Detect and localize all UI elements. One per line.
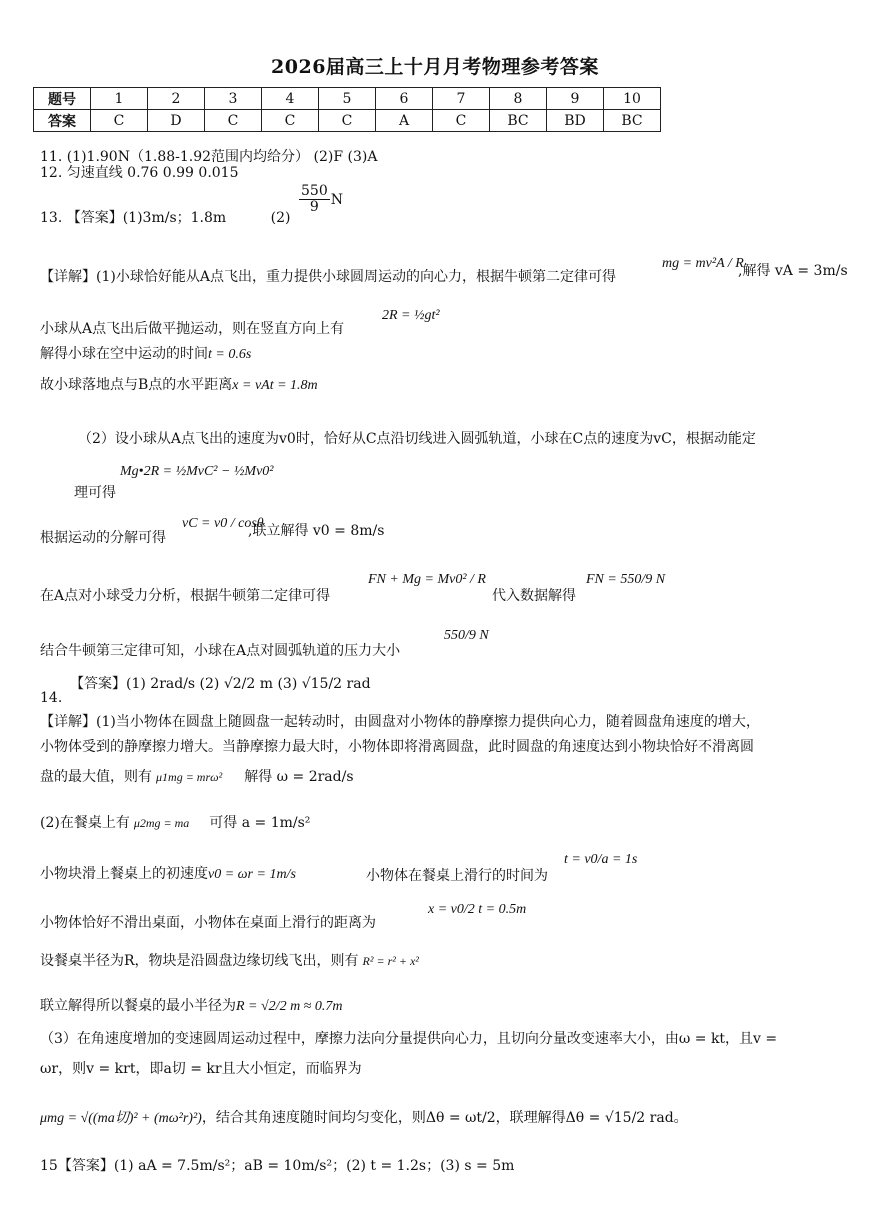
table-cell: C [205,110,262,132]
equation: FN = 550/9 N [586,572,666,587]
detail-line: 结合牛顿第三定律可知，小球在A点对圆弧轨道的压力大小 [40,643,401,659]
table-cell: 6 [376,88,433,110]
page-title: 2026届高三上十月月考物理参考答案 [271,56,599,78]
answer-q15: 15【答案】(1) aA = 7.5m/s²；aB = 10m/s²；(2) t = 1.2s；(3) s = 5m [40,1158,515,1174]
q13-answer-2-value [298,184,343,216]
table-cell: 2 [148,88,205,110]
table-cell: 7 [433,88,490,110]
equation: mg = mv²A / R [662,256,744,271]
detail-line [40,374,318,394]
equation-tail: 可得 a = 1m/s² [209,815,311,831]
answer-q11: 11. (1)1.90N（1.88-1.92范围内均给分） (2)F (3)A [40,149,378,165]
detail-text: 盘的最大值，则有 [40,769,152,785]
equation: μ1mg = mrω² [156,770,223,784]
detail-line: 根据运动的分解可得 [40,530,166,546]
detail-line [40,343,251,363]
equation: μ2mg = ma [133,816,190,830]
detail-line: （3）在角速度增加的变速圆周运动过程中，摩擦力法向分量提供向心力，且切向分量改变速率大小，由ω = kt，且v = [40,1031,778,1047]
detail-text: 小物体在餐桌上滑行的时间为 [366,868,548,884]
detail-text: 设餐桌半径为R，物块是沿圆盘边缘切线飞出，则有 [40,953,359,969]
table-cell: 8 [490,88,547,110]
equation-tail: ，结合其角速度随时间均匀变化，则Δθ = ωt/2，联理解得Δθ = √15/2 rad。 [201,1110,688,1126]
equation: t = 0.6s [208,347,252,362]
equation: 2R = ½gt² [382,308,440,323]
answer-q14: 【答案】(1) 2rad/s (2) √2/2 m (3) √15/2 rad [70,676,371,692]
answer-q12: 12. 匀速直线 0.76 0.99 0.015 [40,165,239,181]
table-cell: BC [490,110,547,132]
equation: Mg•2R = ½MvC² − ½Mv0² [120,464,274,479]
table-cell: 9 [547,88,604,110]
detail-text: (2)在餐桌上有 [40,815,130,831]
table-cell: C [91,110,148,132]
equation: x = vAt = 1.8m [232,378,318,393]
table-cell: C [319,110,376,132]
equation: R² = r² + x² [362,954,419,968]
table-cell: 1 [91,88,148,110]
detail-line: （2）设小球从A点飞出的速度为v0时，恰好从C点沿切线进入圆弧轨道，小球在C点的速度为vC，根据动能定 [78,431,756,447]
equation-tail: ,解得 vA = 3m/s [738,263,848,279]
detail-text: 故小球落地点与B点的水平距离 [40,377,233,393]
table-cell: 5 [319,88,376,110]
answer-q13 [40,207,290,227]
equation-tail: ,联立解得 v0 = 8m/s [248,523,385,539]
detail-line: ωr，则v = krt，即a切 = kr且大小恒定，而临界为 [40,1061,362,1077]
q13-answer-2-label: (2) [270,210,291,226]
detail-line: 小物体恰好不滑出桌面，小物体在桌面上滑行的距离为 [40,915,376,931]
table-cell: 3 [205,88,262,110]
equation-tail: 解得 ω = 2rad/s [244,769,354,785]
detail-line: 理可得 [74,485,116,501]
detail-line: 【详解】(1)小球恰好能从A点飞出，重力提供小球圆周运动的向心力，根据牛顿第二定律可得 [40,269,616,285]
detail-line: 小物体受到的静摩擦力增大。当静摩擦力最大时，小物体即将滑离圆盘，此时圆盘的角速度达到小物块恰好不滑离圆 [40,739,754,755]
table-cell: D [148,110,205,132]
table-cell: C [433,110,490,132]
detail-line [40,863,296,883]
answer-table [33,87,661,132]
detail-text: 代入数据解得 [492,588,576,604]
q13-answer-text: 13. 【答案】(1)3m/s；1.8m [40,210,227,226]
equation: v0 = ωr = 1m/s [208,867,296,882]
detail-line: 小球从A点飞出后做平抛运动，则在竖直方向上有 [40,321,345,337]
detail-text: 解得小球在空中运动的时间 [40,346,208,362]
unit: N [330,191,343,208]
equation: 550/9 N [444,628,489,643]
equation: t = v0/a = 1s [564,852,638,867]
detail-line [40,995,342,1015]
row-label-number: 题号 [34,88,91,110]
equation: vC = v0 / cosθ [182,516,264,531]
table-row-answers [34,110,661,132]
table-cell: BC [604,110,661,132]
row-label-answer: 答案 [34,110,91,132]
fraction-numerator: 550 [301,183,328,199]
detail-text: 小物块滑上餐桌上的初速度 [40,866,208,882]
equation: μmg = √((ma切)² + (mω²r)²) [40,1111,202,1126]
detail-line [40,812,310,832]
detail-line: 【详解】(1)当小物体在圆盘上随圆盘一起转动时，由圆盘对小物体的静摩擦力提供向心力，随着圆盘角速度的增大， [40,714,760,730]
equation: FN + Mg = Mv0² / R [368,572,486,587]
table-cell: A [376,110,433,132]
question-number: 14. [40,690,63,706]
detail-text: 联立解得所以餐桌的最小半径为 [40,998,236,1014]
table-cell: 4 [262,88,319,110]
detail-line: 在A点对小球受力分析，根据牛顿第二定律可得 [40,588,331,604]
equation: R = √2/2 m ≈ 0.7m [236,999,343,1014]
detail-line [40,1107,688,1127]
table-cell: C [262,110,319,132]
table-row-numbers [34,88,661,110]
fraction-denominator: 9 [309,199,319,216]
detail-line [40,950,419,970]
table-cell: 10 [604,88,661,110]
equation: x = v0/2 t = 0.5m [428,902,527,917]
table-cell: BD [547,110,604,132]
detail-line [40,766,354,786]
